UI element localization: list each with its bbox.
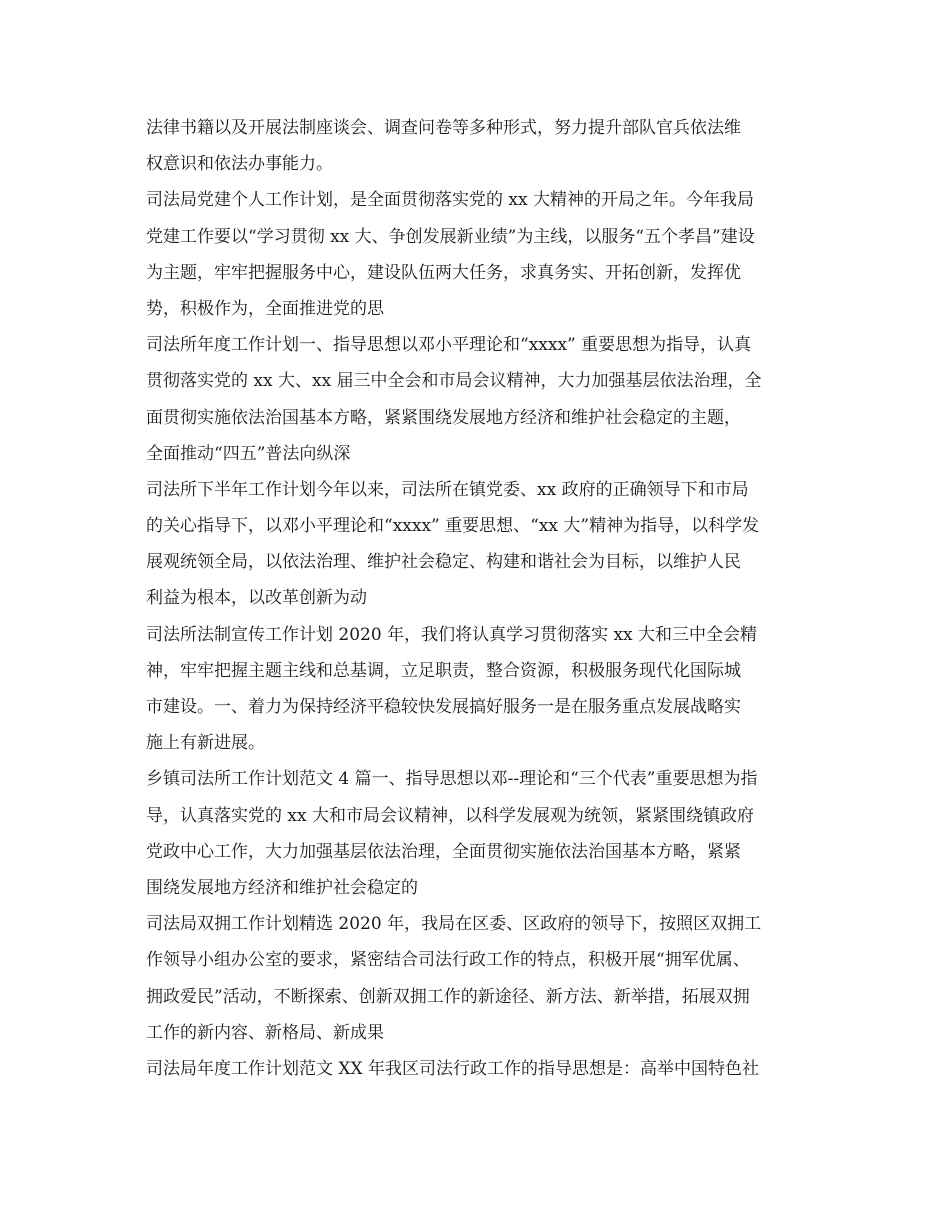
text-line: 党建工作要以“学习贯彻 xx 大、争创发展新业绩”为主线，以服务“五个孝昌”建设 (146, 226, 755, 247)
text-line: 面贯彻实施依法治国基本方略，紧紧围绕发展地方经济和维护社会稳定的主题， (146, 407, 741, 428)
text-line: 党政中心工作，大力加强基层依法治理，全面贯彻实施依法治国基本方略，紧紧 (146, 841, 741, 862)
text-line: 势，积极作为，全面推进党的思 (146, 298, 384, 319)
text-line: 的关心指导下，以邓小平理论和“xxxx” 重要思想、“xx 大”精神为指导，以科学发 (146, 516, 760, 537)
text-line: 司法所下半年工作计划今年以来，司法所在镇党委、xx 政府的正确领导下和市局 (146, 479, 749, 500)
text-line: 展观统领全局，以依法治理、维护社会稳定、构建和谐社会为目标，以维护人民 (146, 552, 741, 573)
text-line: 围绕发展地方经济和维护社会稳定的 (146, 877, 418, 898)
text-line: 司法所法制宣传工作计划 2020 年，我们将认真学习贯彻落实 xx 大和三中全会精 (146, 624, 758, 645)
text-line: 全面推动“四五”普法向纵深 (146, 443, 351, 464)
text-line: 司法局年度工作计划范文 XX 年我区司法行政工作的指导思想是：高举中国特色社 (146, 1058, 760, 1079)
text-line: 贯彻落实党的 xx 大、xx 届三中全会和市局会议精神，大力加强基层依法治理，全 (146, 371, 762, 392)
text-line: 利益为根本，以改革创新为动 (146, 588, 367, 609)
text-line: 司法所年度工作计划一、指导思想以邓小平理论和“xxxx” 重要思想为指导，认真 (146, 335, 752, 356)
text-line: 乡镇司法所工作计划范文 4 篇一、指导思想以邓--理论和“三个代表”重要思想为指 (146, 769, 758, 790)
text-line: 拥政爱民”活动，不断探索、创新双拥工作的新途径、新方法、新举措，拓展双拥 (146, 986, 750, 1007)
text-line: 权意识和依法办事能力。 (146, 154, 333, 175)
text-line: 作领导小组办公室的要求，紧密结合司法行政工作的特点，积极开展“拥军优属、 (146, 950, 750, 971)
text-line: 工作的新内容、新格局、新成果 (146, 1022, 384, 1043)
document-body (146, 110, 816, 1087)
text-line: 司法局双拥工作计划精选 2020 年，我局在区委、区政府的领导下，按照区双拥工 (146, 914, 762, 935)
text-line: 神，牢牢把握主题主线和总基调，立足职责，整合资源，积极服务现代化国际城 (146, 660, 741, 681)
text-line: 导，认真落实党的 xx 大和市局会议精神，以科学发展观为统领，紧紧围绕镇政府 (146, 805, 754, 826)
text-line: 司法局党建个人工作计划，是全面贯彻落实党的 xx 大精神的开局之年。今年我局 (146, 190, 754, 211)
text-line: 市建设。一、着力为保持经济平稳较快发展搞好服务一是在服务重点发展战略实 (146, 697, 741, 717)
text-line: 施上有新进展。 (146, 733, 265, 754)
text-line: 为主题，牢牢把握服务中心，建设队伍两大任务，求真务实、开拓创新，发挥优 (146, 262, 741, 283)
text-line: 法律书籍以及开展法制座谈会、调查问卷等多种形式，努力提升部队官兵依法维 (146, 118, 741, 138)
